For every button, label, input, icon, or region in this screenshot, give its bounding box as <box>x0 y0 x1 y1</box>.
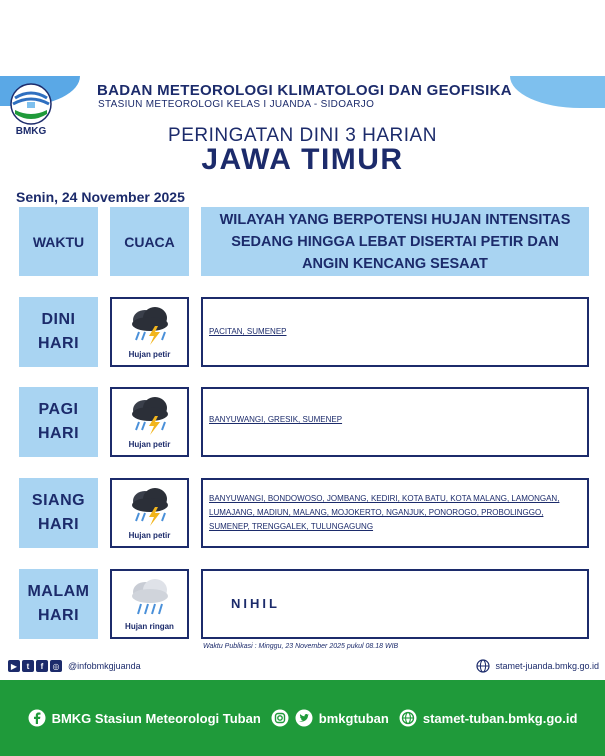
social-links <box>8 660 141 672</box>
time-label-line2: HARI <box>37 516 80 533</box>
area-cell-malam <box>201 569 589 639</box>
youtube-icon[interactable]: ▶ <box>8 660 20 672</box>
station-name: STASIUN METEOROLOGI KELAS I JUANDA - SIDOARJO <box>98 99 375 110</box>
instagram-icon[interactable]: ◎ <box>50 660 62 672</box>
thunderstorm-icon <box>125 304 175 346</box>
area-cell-siang <box>201 478 589 548</box>
area-list: BANYUWANGI, GRESIK, SUMENEP <box>209 415 343 424</box>
bmkg-logo-icon <box>7 82 55 126</box>
area-list: NIHIL <box>231 596 280 611</box>
instagram-icon <box>271 709 289 727</box>
footer-instagram-twitter[interactable] <box>271 709 389 727</box>
website-text: stamet-juanda.bmkg.go.id <box>495 661 599 671</box>
time-cell-dini <box>19 297 98 367</box>
time-cell-pagi <box>19 387 98 457</box>
thunderstorm-icon <box>125 485 175 527</box>
weather-label: Hujan ringan <box>125 622 174 631</box>
publication-time: Waktu Publikasi : Minggu, 23 November 2025 pukul 08.18 WIB <box>203 643 399 650</box>
header-time: WAKTU <box>19 207 98 276</box>
area-list: BANYUWANGI, BONDOWOSO, JOMBANG, KEDIRI, KOTA BATU, KOTA MALANG, LAMONGAN, LUMAJANG, MADIUN, MALANG, MOJOKERTO, NGANJUK, PONOROGO, PROBOLINGGO, SUMENEP, TRENGGALEK, TULUNGAGUNG <box>209 494 560 531</box>
page-title: JAWA TIMUR <box>201 143 404 176</box>
weather-cell-siang <box>110 478 189 548</box>
area-cell-dini <box>201 297 589 367</box>
page-subtitle: PERINGATAN DINI 3 HARIAN <box>168 125 437 146</box>
header-area: WILAYAH YANG BERPOTENSI HUJAN INTENSITAS SEDANG HINGGA LEBAT DISERTAI PETIR DAN ANGIN KENCANG SESAAT <box>201 207 589 276</box>
social-handle[interactable]: @infobmkgjuanda <box>68 661 141 671</box>
weather-label: Hujan petir <box>128 350 171 359</box>
weather-cell-dini <box>110 297 189 367</box>
time-cell-malam <box>19 569 98 639</box>
twitter-icon <box>295 709 313 727</box>
footer-bar <box>0 680 605 756</box>
weather-cell-malam <box>110 569 189 639</box>
time-label-line2: HARI <box>37 607 80 624</box>
area-cell-pagi <box>201 387 589 457</box>
corner-decoration-right <box>510 76 605 108</box>
time-label-line2: HARI <box>37 335 80 352</box>
footer-facebook[interactable] <box>28 709 261 727</box>
organization-name: BADAN METEOROLOGI KLIMATOLOGI DAN GEOFISIKA <box>97 82 512 99</box>
footer-website[interactable] <box>399 709 578 727</box>
header-weather: CUACA <box>110 207 189 276</box>
time-label-line1: DINI <box>41 311 76 328</box>
footer-website-text: stamet-tuban.bmkg.go.id <box>422 710 578 726</box>
weather-label: Hujan petir <box>128 440 171 449</box>
facebook-icon[interactable]: f <box>36 660 48 672</box>
time-label-line1: MALAM <box>27 583 90 600</box>
time-cell-siang <box>19 478 98 548</box>
thunderstorm-icon <box>125 394 175 436</box>
time-label-line1: SIANG <box>31 492 86 509</box>
globe-icon <box>476 659 490 673</box>
weather-label: Hujan petir <box>128 531 171 540</box>
footer-handle-text: bmkgtuban <box>318 710 389 726</box>
logo-text: BMKG <box>15 126 47 137</box>
twitter-icon[interactable]: t <box>22 660 34 672</box>
light-rain-icon <box>125 576 175 618</box>
top-blank-area <box>0 0 605 76</box>
time-label-line2: HARI <box>37 425 80 442</box>
area-list: PACITAN, SUMENEP <box>209 327 287 336</box>
facebook-icon <box>28 709 46 727</box>
forecast-date: Senin, 24 November 2025 <box>16 189 185 205</box>
footer-facebook-text: BMKG Stasiun Meteorologi Tuban <box>51 710 261 726</box>
website-link[interactable] <box>476 659 599 673</box>
weather-cell-pagi <box>110 387 189 457</box>
time-label-line1: PAGI <box>38 401 79 418</box>
globe-icon <box>399 709 417 727</box>
